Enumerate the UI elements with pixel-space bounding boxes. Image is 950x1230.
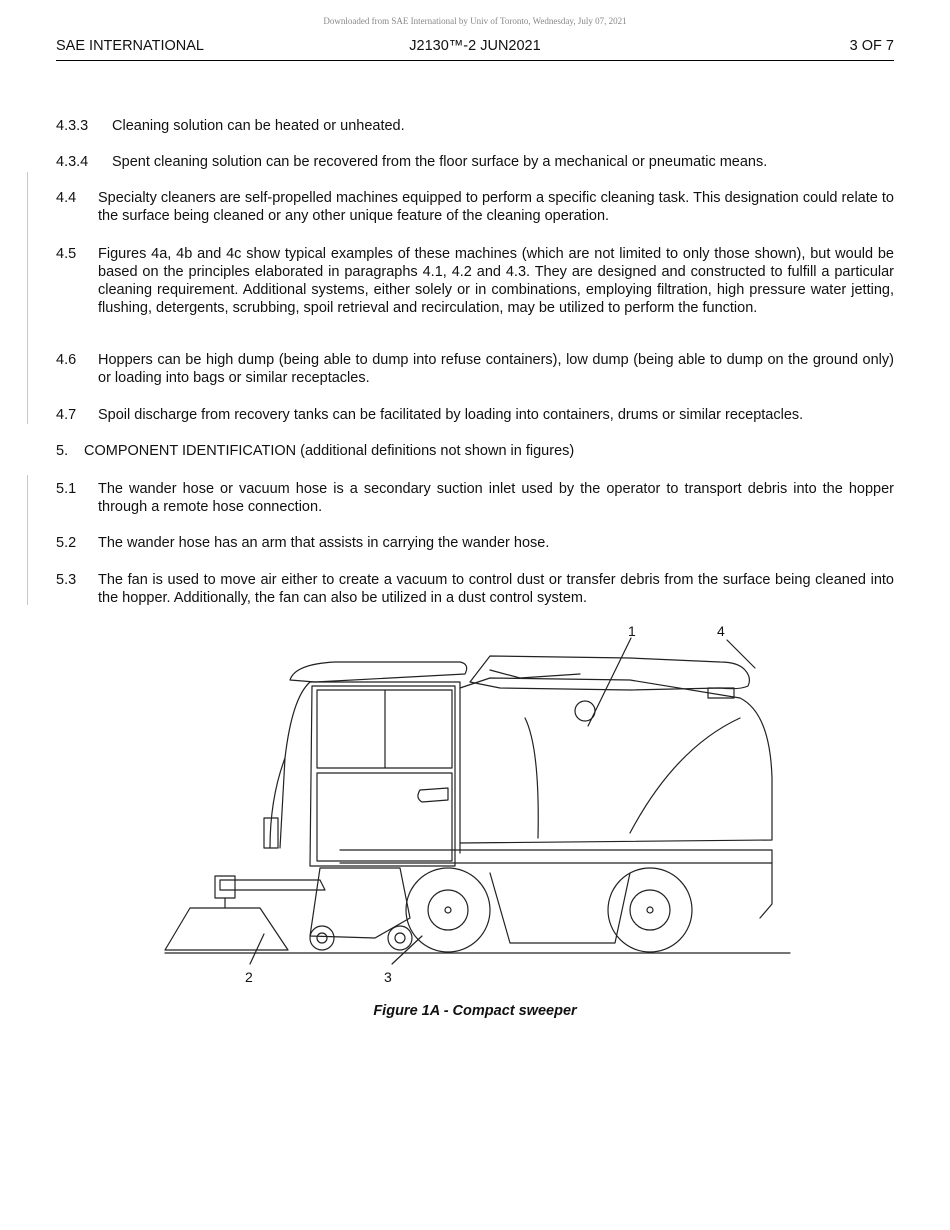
pickup-roller-front: [310, 926, 334, 950]
paragraph-4-4: [56, 189, 894, 225]
change-bar: [27, 475, 28, 605]
section-number: 5.: [56, 443, 69, 459]
wander-hose-arm: [470, 656, 749, 690]
pickup-roller-front-hub: [317, 933, 327, 943]
callout-4-leader: [727, 640, 755, 668]
paragraph-4-6: [56, 351, 894, 387]
hose-link: [490, 670, 580, 678]
header-page-number: 3 OF 7: [849, 38, 894, 54]
change-bar: [27, 172, 28, 424]
paragraph-text: Spent cleaning solution can be recovered from the floor surface by a mechanical or pneumatic means.: [112, 154, 768, 170]
hopper-rear-curve: [630, 718, 740, 833]
callout-2-leader: [250, 934, 264, 964]
paragraph-text: The wander hose has an arm that assists in carrying the wander hose.: [98, 535, 550, 551]
compact-sweeper-drawing: [160, 618, 800, 998]
rear-wheel-hub: [630, 890, 670, 930]
cab-door-window: [317, 773, 452, 861]
paragraph-4-3-4: [56, 153, 894, 171]
hopper-body: [460, 678, 772, 843]
section-heading-5: [56, 442, 894, 460]
paragraph-4-5: [56, 245, 894, 317]
paragraph-text: Specialty cleaners are self-propelled machines equipped to perform a specific cleaning task. This designation could relate to the surface being cleaned or any other unique feature of the cleaning operation.: [98, 190, 894, 224]
callout-label-3: 3: [384, 969, 392, 985]
download-watermark-note: Downloaded from SAE International by Univ of Toronto, Wednesday, July 07, 2021: [323, 16, 627, 26]
compact-sweeper-figure: [160, 618, 800, 998]
paragraph-number: 5.1: [56, 481, 77, 497]
header-publisher: SAE INTERNATIONAL: [56, 38, 204, 54]
rear-wheel-axle: [647, 907, 653, 913]
paragraph-number: 4.3.3: [56, 118, 89, 134]
callout-label-2: 2: [245, 969, 253, 985]
callout-label-4: 4: [717, 623, 725, 639]
page-header: [56, 38, 894, 61]
figure-caption: Figure 1A - Compact sweeper: [373, 1003, 577, 1019]
paragraph-text: Spoil discharge from recovery tanks can be facilitated by loading into containers, drums or similar receptacles.: [98, 407, 804, 423]
paragraph-text: Figures 4a, 4b and 4c show typical examples of these machines (which are not limited to only those shown), but would be based on the principles elaborated in paragraphs 4.1, 4.2 and 4.3. They are designed and constructed to fulfill a particular cleaning requirement. Additional systems, either solely or in combinations, employing filtration, high pressure water jetting, flushing, detergents, scrubbing, spoil retrieval and recirculation, may be utilized to perform the function.: [98, 246, 894, 316]
header-document-id: J2130™-2 JUN2021: [409, 38, 541, 54]
paragraph-number: 4.6: [56, 352, 77, 368]
paragraph-number: 4.3.4: [56, 154, 89, 170]
rear-wheel: [608, 868, 692, 952]
cab-roof: [290, 662, 467, 682]
side-brush: [165, 908, 288, 950]
chassis-panel: [490, 873, 630, 943]
paragraph-5-1: [56, 480, 894, 516]
chassis-top: [340, 850, 772, 918]
paragraph-5-3: [56, 571, 894, 607]
paragraph-number: 4.7: [56, 407, 77, 423]
callout-label-1: 1: [628, 623, 636, 639]
cab-outline: [310, 686, 455, 866]
paragraph-text: The wander hose or vacuum hose is a secondary suction inlet used by the operator to transport debris into the hopper through a remote hose connection.: [98, 481, 894, 515]
section-title: COMPONENT IDENTIFICATION (additional definitions not shown in figures): [84, 443, 575, 459]
paragraph-text: Cleaning solution can be heated or unheated.: [112, 118, 405, 134]
pickup-roller-rear: [388, 926, 412, 950]
paragraph-number: 5.2: [56, 535, 77, 551]
paragraph-number: 4.4: [56, 190, 77, 206]
paragraph-text: Hoppers can be high dump (being able to dump into refuse containers), low dump (being able to dump on the ground only) or loading into bags or similar receptacles.: [98, 352, 894, 386]
paragraph-number: 5.3: [56, 572, 77, 588]
pickup-roller-rear-hub: [395, 933, 405, 943]
paragraph-text: The fan is used to move air either to create a vacuum to control dust or transfer debris from the surface being cleaned into the hopper. Additionally, the fan can also be utilized in a dust control system.: [98, 572, 894, 606]
paragraph-number: 4.5: [56, 246, 77, 262]
callout-1-leader: [588, 638, 631, 726]
hopper-curve: [525, 718, 538, 838]
front-wheel-hub: [428, 890, 468, 930]
paragraph-4-3-3: [56, 117, 894, 135]
door-handle: [418, 788, 448, 802]
brush-arm: [220, 880, 325, 890]
brush-motor: [215, 876, 235, 898]
front-wheel-axle: [445, 907, 451, 913]
paragraph-4-7: [56, 406, 894, 424]
paragraph-5-2: [56, 534, 894, 552]
